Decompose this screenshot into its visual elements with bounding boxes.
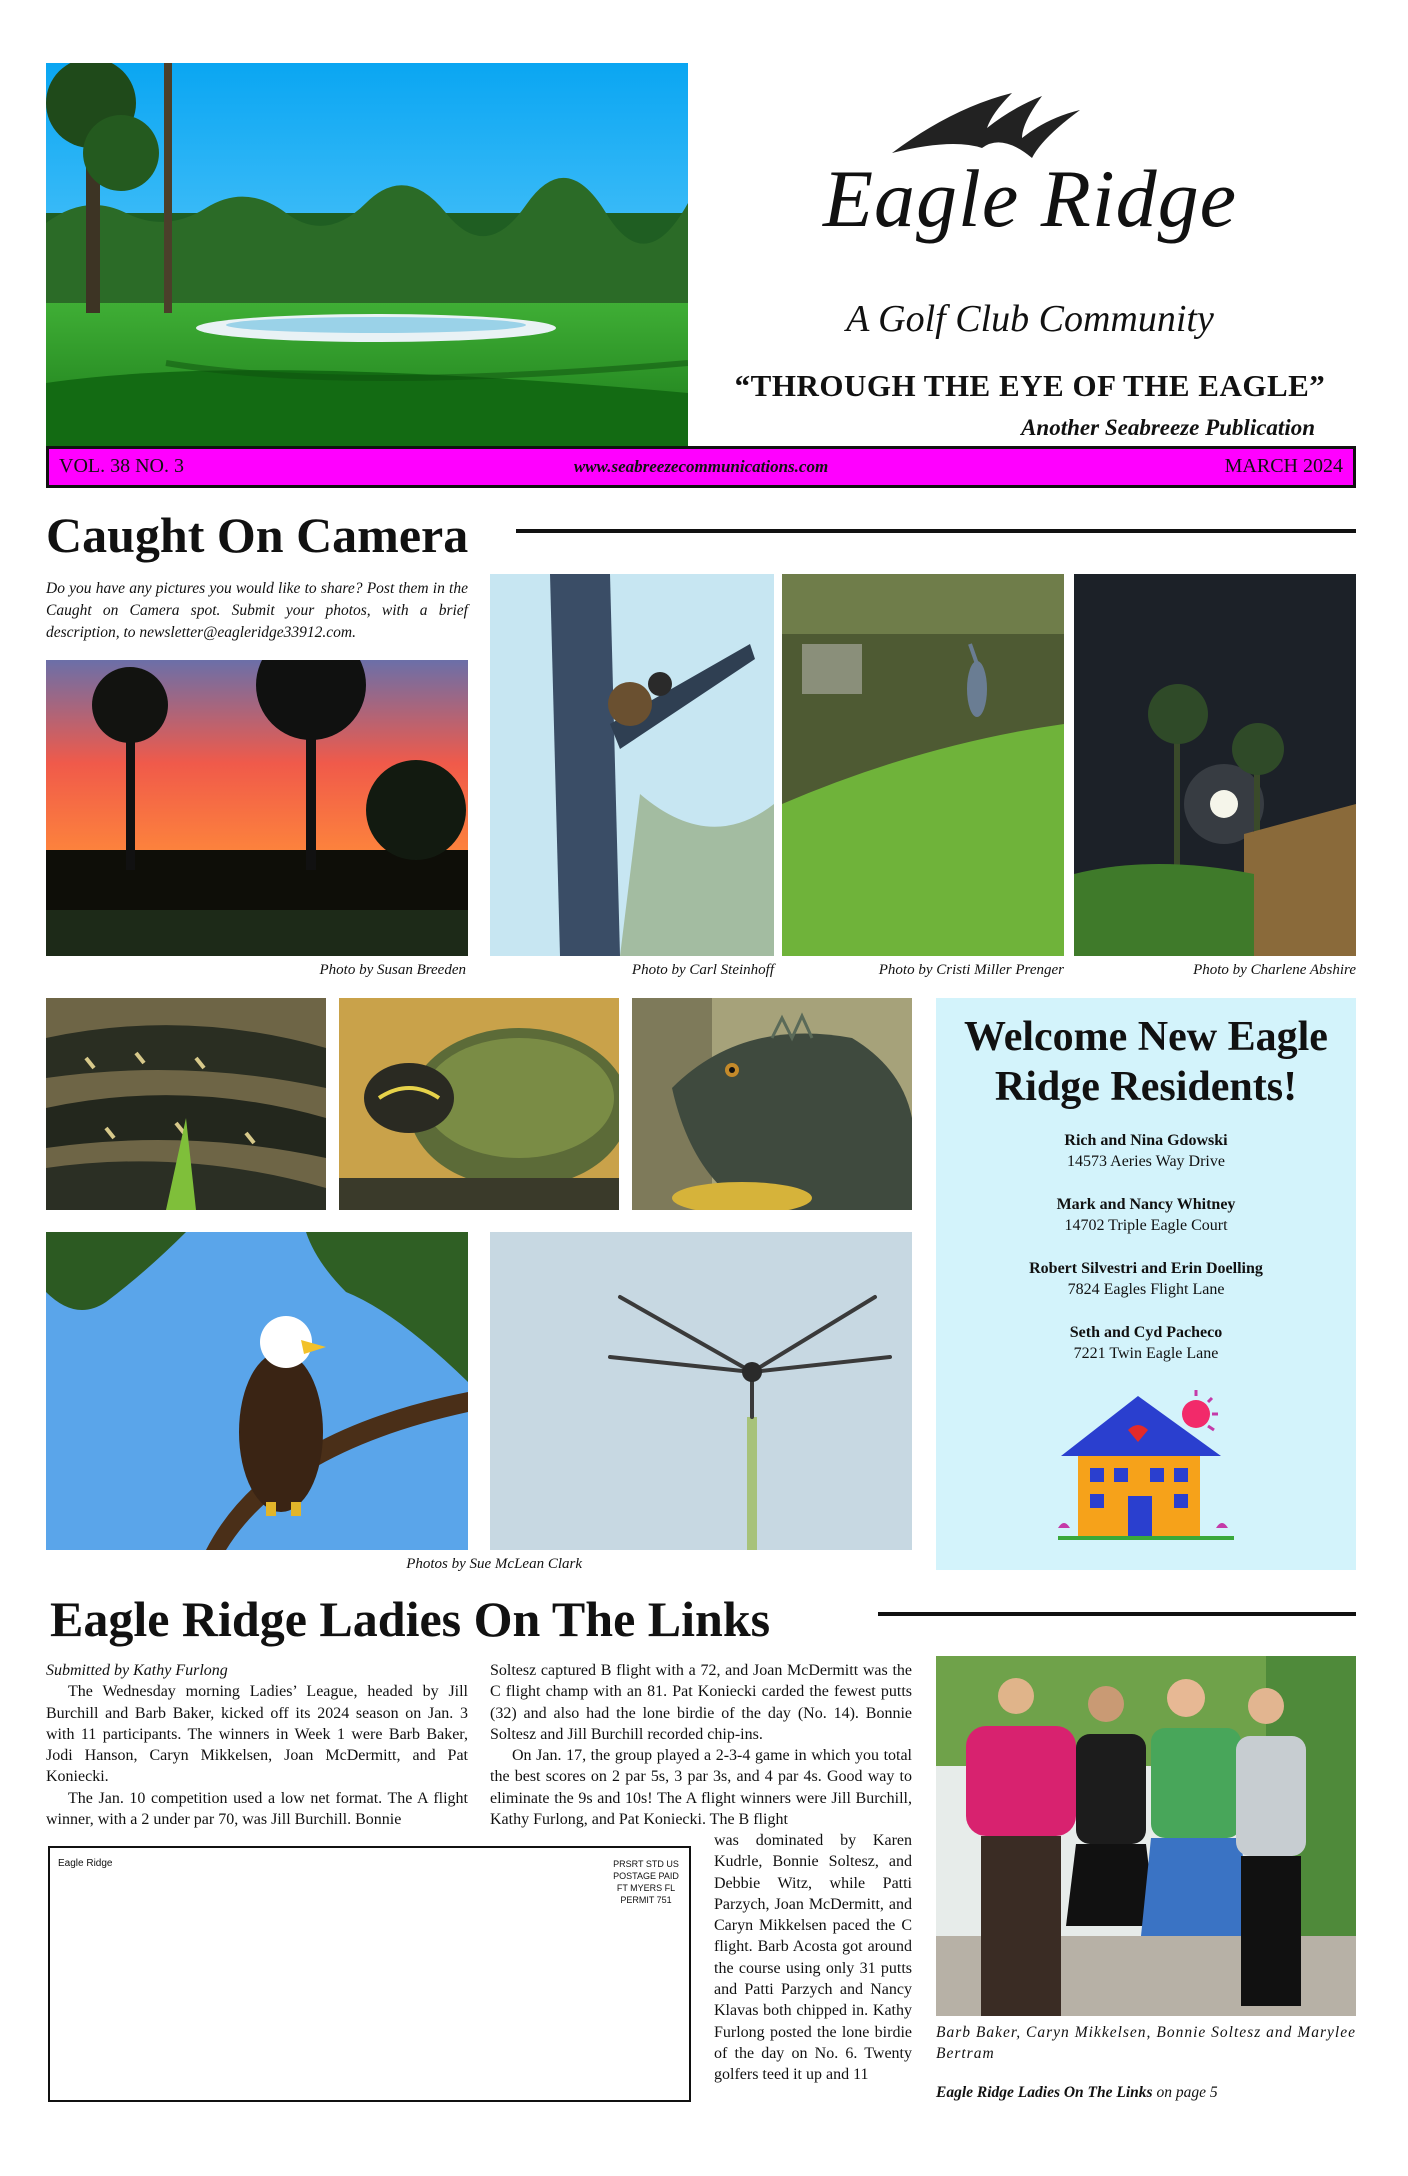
dragonfly-photo bbox=[490, 1232, 912, 1550]
welcome-residents-box bbox=[936, 998, 1356, 1570]
bald-eagle-photo bbox=[46, 1232, 468, 1550]
postage-indicia: PRSRT STD US POSTAGE PAID FT MYERS FL PERMIT 751 bbox=[613, 1859, 679, 1905]
issue-band bbox=[46, 446, 1356, 488]
welcome-title: Welcome New Eagle Ridge Residents! bbox=[964, 1014, 1328, 1110]
article-column-1 bbox=[46, 1660, 468, 1830]
volume-number: VOL. 38 NO. 3 bbox=[59, 455, 184, 477]
ladies-heading: Eagle Ridge Ladies On The Links bbox=[50, 1591, 771, 1647]
issue-date: MARCH 2024 bbox=[1224, 455, 1343, 477]
mailing-label-area bbox=[48, 1846, 691, 2102]
resident-entry bbox=[936, 1322, 1356, 1364]
photo-caption: Photo by Charlene Abshire bbox=[1193, 962, 1356, 978]
resident-address: 7824 Eagles Flight Lane bbox=[1067, 1281, 1225, 1298]
article-byline: Submitted by Kathy Furlong bbox=[46, 1662, 228, 1679]
masthead-subtitle: A Golf Club Community bbox=[846, 298, 1214, 340]
resident-name: Mark and Nancy Whitney bbox=[1056, 1196, 1236, 1213]
article-column-2-continued bbox=[714, 1830, 912, 2086]
photo-caption: Photo by Susan Breeden bbox=[319, 962, 466, 978]
golf-course-photo bbox=[46, 63, 688, 446]
photo-caption: Photo by Carl Steinhoff bbox=[631, 962, 774, 978]
caught-on-camera-heading: Caught On Camera bbox=[46, 507, 469, 563]
article-paragraph: The Jan. 10 competition used a low net format. The A flight winner, with a 2 under par 70, was Jill Burchill. Bonnie bbox=[46, 1789, 468, 1829]
house-icon bbox=[1056, 1386, 1236, 1550]
article-paragraph: Soltesz captured B flight with a 72, and Joan McDermitt was the C flight champ with an 81. Pat Koniecki carded the fewest putts (32) and also had the lone birdie of the day (No. 14). Bonnie Soltesz and Jill Burchill recorded chip-ins. bbox=[490, 1662, 912, 1743]
resident-entry bbox=[936, 1258, 1356, 1300]
ladies-group-photo bbox=[936, 1656, 1356, 2016]
bird-in-tree-photo bbox=[490, 574, 774, 956]
resident-entry bbox=[936, 1194, 1356, 1236]
masthead-title: Eagle Ridge bbox=[822, 153, 1238, 244]
return-address: Eagle Ridge bbox=[58, 1858, 113, 1869]
article-paragraph: was dominated by Karen Kudrle, Bonnie Soltesz, and Debbie Witz, while Patti Parzych, Joan McDermitt, and Caryn Mikkelsen paced the C flight. Barb Acosta got around the course using only 31 putts and Patti Parzych and Nancy Klavas both chipped in. Kathy Furlong posted the lone birdie of the day on No. 6. Twenty golfers teed it up and 11 bbox=[714, 1832, 912, 2084]
resident-address: 14702 Triple Eagle Court bbox=[1064, 1217, 1228, 1234]
resident-name: Seth and Cyd Pacheco bbox=[1069, 1324, 1223, 1341]
resident-name: Robert Silvestri and Erin Doelling bbox=[1029, 1260, 1263, 1277]
iguana-photo bbox=[632, 998, 912, 1210]
eagle-logo-icon bbox=[892, 88, 1082, 158]
moonlit-palms-photo bbox=[1074, 574, 1356, 956]
caught-on-camera-intro: Do you have any pictures you would like to share? Post them in the Caught on Camera spot. Submit your photos, with a brief description, to newsletter@eagleridge33912.com. bbox=[46, 580, 468, 641]
masthead-tagline: “THROUGH THE EYE OF THE EAGLE” bbox=[734, 368, 1326, 403]
resident-address: 14573 Aeries Way Drive bbox=[1067, 1153, 1225, 1170]
photo-caption: Photos by Sue McLean Clark bbox=[406, 1556, 582, 1572]
sunset-palms-photo bbox=[46, 660, 468, 956]
continued-note bbox=[936, 2084, 1356, 2102]
continued-title: Eagle Ridge Ladies On The Links bbox=[936, 2084, 1153, 2101]
publication-name: Another Seabreeze Publication bbox=[1021, 415, 1315, 440]
resident-address: 7221 Twin Eagle Lane bbox=[1073, 1345, 1219, 1362]
turtle-photo bbox=[339, 998, 619, 1210]
article-column-2 bbox=[490, 1660, 912, 1830]
resident-name: Rich and Nina Gdowski bbox=[1064, 1132, 1228, 1149]
resident-entry bbox=[936, 1130, 1356, 1172]
photo-caption: Photo by Cristi Miller Prenger bbox=[878, 962, 1064, 978]
article-paragraph: The Wednesday morning Ladies’ League, headed by Jill Burchill and Barb Baker, kicked off its 2024 season on Jan. 3 with 11 participants. The winners in Week 1 were Barb Baker, Jodi Hanson, Caryn Mikkelsen, Joan McDermitt, and Pat Koniecki. bbox=[46, 1683, 468, 1786]
ladies-photo-caption: Barb Baker, Caryn Mikkelsen, Bonnie Soltesz and Marylee Bertram bbox=[936, 2024, 1356, 2062]
website-link[interactable]: www.seabreezecommunications.com bbox=[573, 457, 829, 476]
heading-rule bbox=[878, 1612, 1356, 1616]
continued-suffix: on page 5 bbox=[1152, 2084, 1218, 2101]
heading-rule bbox=[516, 529, 1356, 533]
baby-alligators-photo bbox=[46, 998, 326, 1210]
heron-pond-photo bbox=[782, 574, 1064, 956]
article-paragraph: On Jan. 17, the group played a 2-3-4 game in which you total the best scores on 2 par 5s, 3 par 3s, and 4 par 4s. Good way to eliminate the 9s and 10s! The A flight winners were Jill Burchill, Kathy Furlong, and Pat Koniecki. The B flight bbox=[490, 1747, 912, 1829]
